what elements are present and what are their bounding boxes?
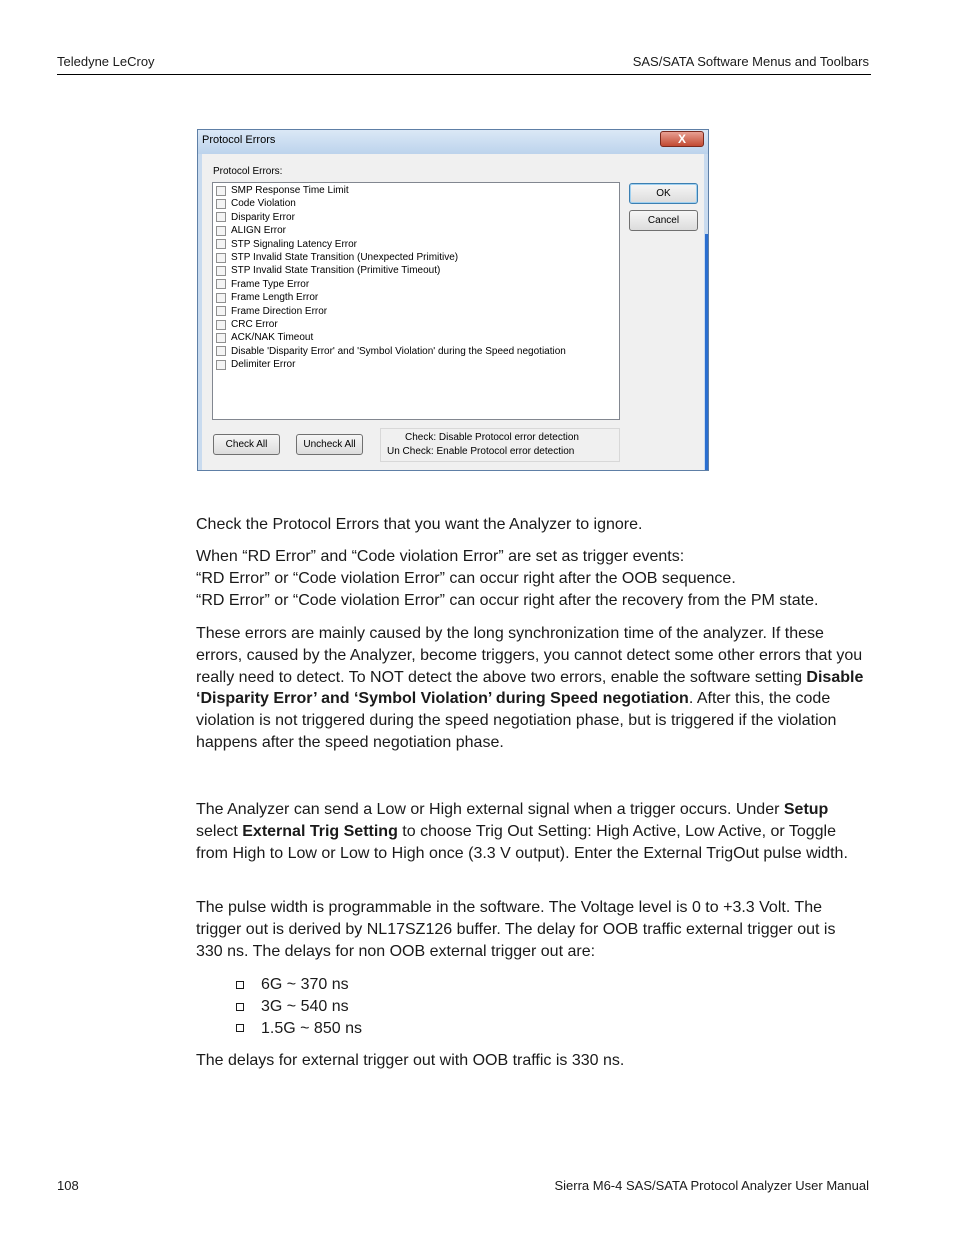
checkbox-row-frame-direction-error[interactable]	[216, 305, 327, 318]
list-item	[236, 974, 362, 996]
setup-menu-name: Setup	[783, 801, 829, 818]
sync-setting-name: Disable ‘Disparity Error’ and ‘Symbol Violation’ during Speed negotiation	[196, 668, 864, 708]
checkbox[interactable]	[216, 199, 226, 209]
checkbox[interactable]	[216, 360, 226, 370]
checkbox-row-frame-type-error[interactable]	[216, 278, 309, 291]
checkbox[interactable]	[216, 346, 226, 356]
checkbox[interactable]	[216, 306, 226, 316]
footer-title: Sierra M6-4 SAS/SATA Protocol Analyzer User Manual	[554, 1178, 869, 1193]
paragraph-intro: Check the Protocol Errors that you want the Analyzer to ignore.	[196, 516, 643, 533]
list-item-text: 1.5G ~ 850 ns	[261, 1019, 362, 1037]
close-icon: X	[677, 132, 686, 146]
bullet-box-icon	[236, 1024, 244, 1032]
protocol-errors-dialog	[197, 129, 709, 471]
page-header-right: SAS/SATA Software Menus and Toolbars	[632, 54, 869, 69]
checkbox-label: STP Signaling Latency Error	[231, 238, 357, 250]
checkbox-label: CRC Error	[231, 319, 278, 330]
checkbox-label: STP Invalid State Transition (Primitive Timeout)	[231, 265, 441, 277]
checkbox-row-align-error[interactable]	[216, 224, 286, 237]
trigger-line-2: “RD Error” or “Code violation Error” can occur right after the OOB sequence.	[196, 569, 736, 587]
checkbox[interactable]	[216, 320, 226, 330]
cancel-button[interactable]: Cancel	[629, 210, 698, 231]
footer-page-number: 108	[57, 1178, 79, 1193]
checkbox-label: SMP Response Time Limit	[231, 185, 349, 196]
paragraph-trigger-events	[196, 546, 876, 611]
list-item	[236, 1018, 362, 1040]
checkbox[interactable]	[216, 293, 226, 303]
sync-text-b: . After this, the code violation is not triggered during the speed negotiation phase, but is triggered if the violation happens after the speed negotiation phase.	[196, 690, 837, 751]
bullet-box-icon	[236, 1003, 244, 1011]
checkbox-label: Frame Direction Error	[231, 305, 328, 317]
list-item-text: 3G ~ 540 ns	[261, 997, 349, 1015]
checkbox[interactable]	[216, 186, 226, 196]
paragraph-sync-errors	[196, 623, 866, 754]
dialog-title: Protocol Errors	[202, 134, 276, 146]
protocol-errors-list[interactable]	[212, 182, 620, 420]
checkbox-label: Disable 'Disparity Error' and 'Symbol Violation' during the Speed negotiation	[231, 345, 566, 357]
checkbox-row-frame-length-error[interactable]	[216, 291, 318, 304]
ext-text-a: The Analyzer can send a Low or High external signal when a trigger occurs. Under	[196, 801, 784, 818]
list-item	[236, 996, 362, 1018]
checkbox[interactable]	[216, 212, 226, 222]
checkbox-label: Delimiter Error	[231, 359, 296, 371]
checkbox-label: Frame Length Error	[231, 292, 319, 304]
checkbox[interactable]	[216, 239, 226, 249]
check-all-button[interactable]: Check All	[213, 434, 280, 455]
dialog-client	[202, 154, 704, 470]
bullet-box-icon	[236, 981, 244, 989]
ext-text-b: select	[196, 822, 243, 840]
checkbox-row-disparity-error[interactable]	[216, 211, 295, 224]
checkbox-row-stp-invalid-unexpected-primitive[interactable]	[216, 251, 458, 264]
checkbox-label: Disparity Error	[231, 211, 295, 223]
checkbox[interactable]	[216, 226, 226, 236]
list-item-text: 6G ~ 370 ns	[261, 976, 349, 993]
paragraph-pulse-width: The pulse width is programmable in the software. The Voltage level is 0 to +3.3 Volt. The trigger out is derived by NL17SZ126 buffer. The delay for OOB traffic external trigger out is 330 ns. The delays for non OOB external trigger out are:	[196, 899, 836, 960]
checkbox-row-smp-response-time-limit[interactable]	[216, 184, 349, 197]
hint-box	[380, 428, 620, 462]
paragraph-external-signal	[196, 799, 866, 864]
checkbox-row-code-violation[interactable]	[216, 197, 296, 210]
checkbox-label: STP Invalid State Transition (Unexpected Primitive)	[231, 252, 459, 263]
page-header-left: Teledyne LeCroy	[57, 54, 155, 69]
uncheck-all-button[interactable]: Uncheck All	[296, 434, 363, 455]
checkbox-label: ACK/NAK Timeout	[231, 332, 314, 344]
checkbox-row-stp-invalid-primitive-timeout[interactable]	[216, 264, 440, 277]
hint-check: Check: Disable Protocol error detection	[405, 432, 579, 443]
checkbox-row-ack-nak-timeout[interactable]	[216, 331, 313, 344]
trigger-line-1: When “RD Error” and “Code violation Error” are set as trigger events:	[196, 548, 685, 565]
checkbox[interactable]	[216, 333, 226, 343]
trigger-line-3: “RD Error” or “Code violation Error” can occur right after the recovery from the PM state.	[196, 591, 819, 609]
protocol-errors-group-label: Protocol Errors:	[213, 166, 283, 177]
header-rule	[57, 74, 871, 75]
paragraph-oob-delay: The delays for external trigger out with OOB traffic is 330 ns.	[196, 1052, 625, 1069]
checkbox[interactable]	[216, 279, 226, 289]
checkbox-row-delimiter-error[interactable]	[216, 358, 295, 371]
checkbox-row-disable-disparity-symbol[interactable]	[216, 345, 566, 358]
checkbox-row-stp-signaling-latency-error[interactable]	[216, 238, 357, 251]
checkbox-label: Frame Type Error	[231, 278, 310, 290]
ok-button[interactable]: OK	[629, 183, 698, 204]
hint-uncheck: Un Check: Enable Protocol error detection	[387, 446, 575, 457]
checkbox[interactable]	[216, 253, 226, 263]
external-trig-setting-name: External Trig Setting	[242, 822, 398, 840]
checkbox[interactable]	[216, 266, 226, 276]
checkbox-label: Code Violation	[231, 198, 296, 210]
checkbox-row-crc-error[interactable]	[216, 318, 278, 331]
checkbox-label: ALIGN Error	[231, 225, 287, 237]
close-button[interactable]	[660, 131, 704, 147]
dialog-titlebar	[198, 130, 708, 154]
delay-list	[236, 974, 362, 1039]
dialog-frame-accent	[705, 234, 708, 470]
ext-text-c: to choose Trig Out Setting: High Active, Low Active, or Toggle from High to Low or Low to High once (3.3 V output). Enter the External TrigOut pulse width.	[196, 822, 848, 862]
sync-text-a: These errors are mainly caused by the long synchronization time of the analyzer. If these errors, caused by the Analyzer, become triggers, you cannot detect some other errors that you really need to detect. To NOT detect the above two errors, enable the software setting	[196, 625, 863, 686]
